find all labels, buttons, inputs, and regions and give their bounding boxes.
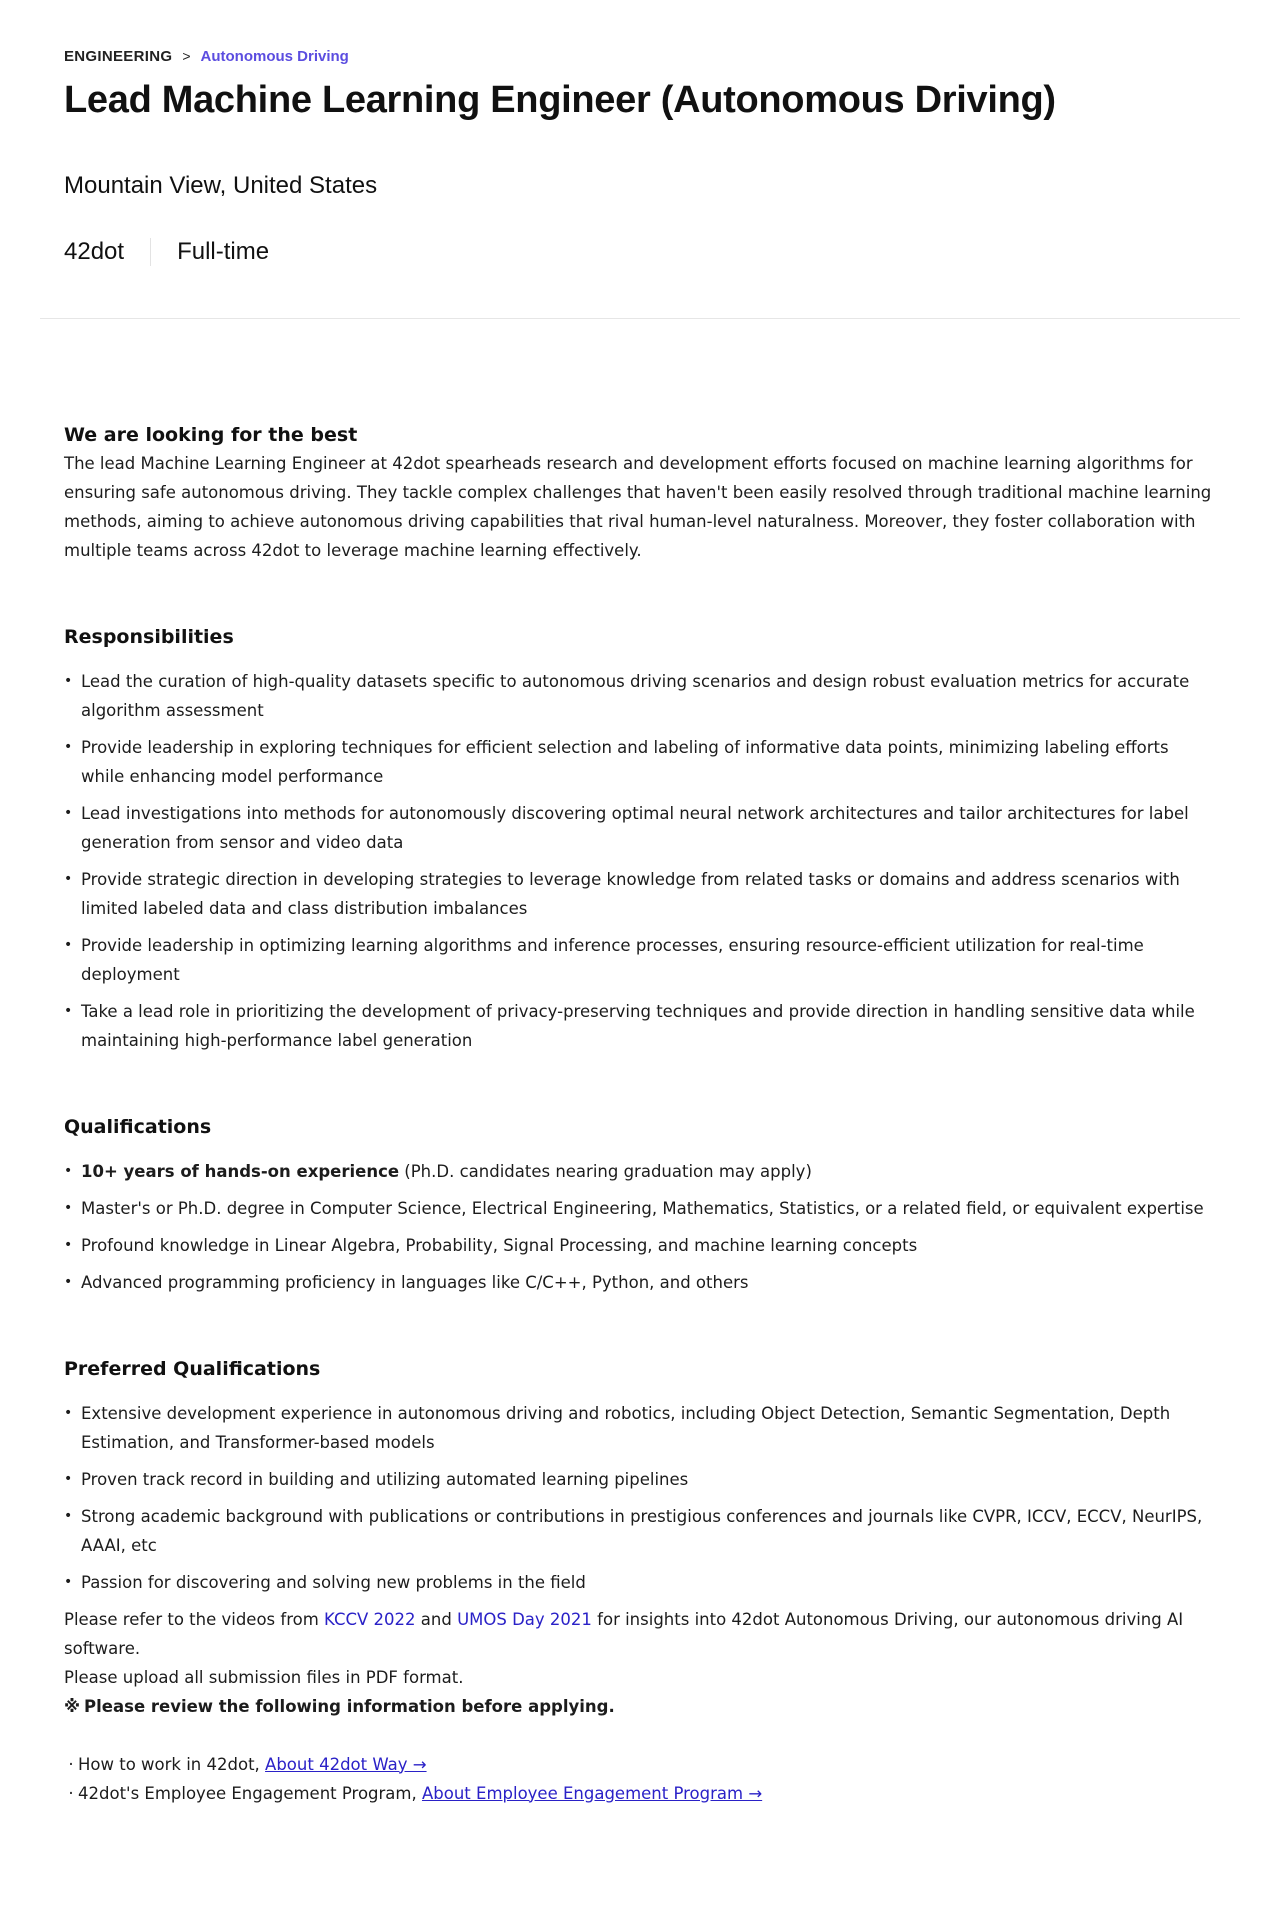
breadcrumb-root[interactable]: ENGINEERING — [64, 47, 173, 65]
refs-suffix: for insights into 42dot Autonomous Driving, our autonomous driving AI software. — [64, 1609, 1184, 1658]
upload-note: Please upload all submission files in PDF format. — [64, 1667, 464, 1687]
intro-heading: We are looking for the best — [64, 423, 358, 446]
responsibilities-section — [64, 623, 1216, 1055]
list-item: • Take a lead role in prioritizing the development of privacy-preserving techniques and provide direction in handling sensitive data while maintaining high-performance label generation — [64, 997, 1216, 1055]
preferred-section — [64, 1355, 1216, 1597]
page-title: Lead Machine Learning Engineer (Autonomous Driving) — [64, 79, 1056, 121]
list-item: • Advanced programming proficiency in languages like C/C++, Python, and others — [64, 1268, 1216, 1297]
qualifications-heading: Qualifications — [64, 1115, 212, 1138]
intro-text: The lead Machine Learning Engineer at 42dot spearheads research and development efforts focused on machine learning algorithms for ensuring safe autonomous driving. They tackle complex challenges that haven't been easily resolved through traditional machine learning methods, aiming to achieve autonomous driving capabilities that rival human-level naturalness. Moreover, they foster collaboration with multiple teams across 42dot to leverage machine learning effectively. — [64, 453, 1212, 560]
list-item: • Passion for discovering and solving new problems in the field — [64, 1568, 1216, 1597]
notice-text: Please review the following information before applying. — [84, 1696, 615, 1716]
list-item: • Lead the curation of high-quality datasets specific to autonomous driving scenarios and design robust evaluation metrics for accurate algorithm assessment — [64, 667, 1216, 725]
responsibilities-list — [64, 667, 1216, 1055]
list-item: • Profound knowledge in Linear Algebra, Probability, Signal Processing, and machine learning concepts — [64, 1231, 1216, 1260]
notice — [64, 1692, 1216, 1721]
job-location: Mountain View, United States — [64, 171, 378, 199]
responsibilities-heading: Responsibilities — [64, 625, 234, 648]
info-item — [64, 1779, 1216, 1808]
info-text: How to work in 42dot, — [78, 1754, 260, 1774]
breadcrumb-separator-icon: > — [182, 48, 191, 64]
header-divider — [40, 318, 1240, 319]
info-list — [64, 1750, 1216, 1808]
about-engagement-program-link[interactable]: About Employee Engagement Program → — [421, 1783, 763, 1803]
list-item: • Master's or Ph.D. degree in Computer Science, Electrical Engineering, Mathematics, Statistics, or a related field, or equivalent expertise — [64, 1194, 1216, 1223]
reference-mark-icon: ※ — [64, 1696, 81, 1716]
info-item — [64, 1750, 1216, 1779]
video-references — [64, 1605, 1216, 1663]
breadcrumb — [64, 46, 1216, 66]
list-item — [64, 1157, 1216, 1186]
list-item: • Provide leadership in optimizing learning algorithms and inference processes, ensuring resource-efficient utilization for real-time deployment — [64, 931, 1216, 989]
middle-dot-icon: · — [68, 1754, 74, 1774]
umos-link[interactable]: UMOS Day 2021 — [457, 1609, 592, 1629]
preferred-heading: Preferred Qualifications — [64, 1357, 321, 1380]
experience-note: (Ph.D. candidates nearing graduation may apply) — [399, 1161, 812, 1181]
list-item: • Extensive development experience in autonomous driving and robotics, including Object Detection, Semantic Segmentation, Depth Estimation, and Transformer-based models — [64, 1399, 1216, 1457]
middle-dot-icon: · — [68, 1783, 74, 1803]
list-item: • Strong academic background with publications or contributions in prestigious conferences and journals like CVPR, ICCV, ECCV, NeurIPS, AAAI, etc — [64, 1502, 1216, 1560]
experience-highlight: 10+ years of hands-on experience — [81, 1161, 400, 1181]
about-42dot-way-link[interactable]: About 42dot Way → — [265, 1754, 427, 1774]
meta-divider — [150, 238, 151, 266]
preferred-list — [64, 1399, 1216, 1597]
job-description — [0, 421, 1280, 1808]
list-item: • Provide strategic direction in developing strategies to leverage knowledge from related tasks or domains and address scenarios with limited labeled data and class distribution imbalances — [64, 865, 1216, 923]
refs-middle: and — [415, 1609, 458, 1629]
qualifications-section — [64, 1113, 1216, 1297]
info-text: 42dot's Employee Engagement Program, — [78, 1783, 417, 1803]
employment-type: Full-time — [177, 237, 270, 265]
intro-section — [64, 421, 1216, 565]
list-item: • Lead investigations into methods for autonomously discovering optimal neural network architectures and tailor architectures for label generation from sensor and video data — [64, 799, 1216, 857]
job-meta — [64, 238, 1216, 266]
list-item: • Proven track record in building and utilizing automated learning pipelines — [64, 1465, 1216, 1494]
list-item: • Provide leadership in exploring techniques for efficient selection and labeling of informative data points, minimizing labeling efforts while enhancing model performance — [64, 733, 1216, 791]
company-name: 42dot — [64, 237, 125, 265]
job-header — [0, 0, 1280, 266]
kccv-link[interactable]: KCCV 2022 — [324, 1609, 416, 1629]
refs-prefix: Please refer to the videos from — [64, 1609, 325, 1629]
breadcrumb-current[interactable]: Autonomous Driving — [200, 47, 349, 65]
qualifications-list — [64, 1157, 1216, 1297]
